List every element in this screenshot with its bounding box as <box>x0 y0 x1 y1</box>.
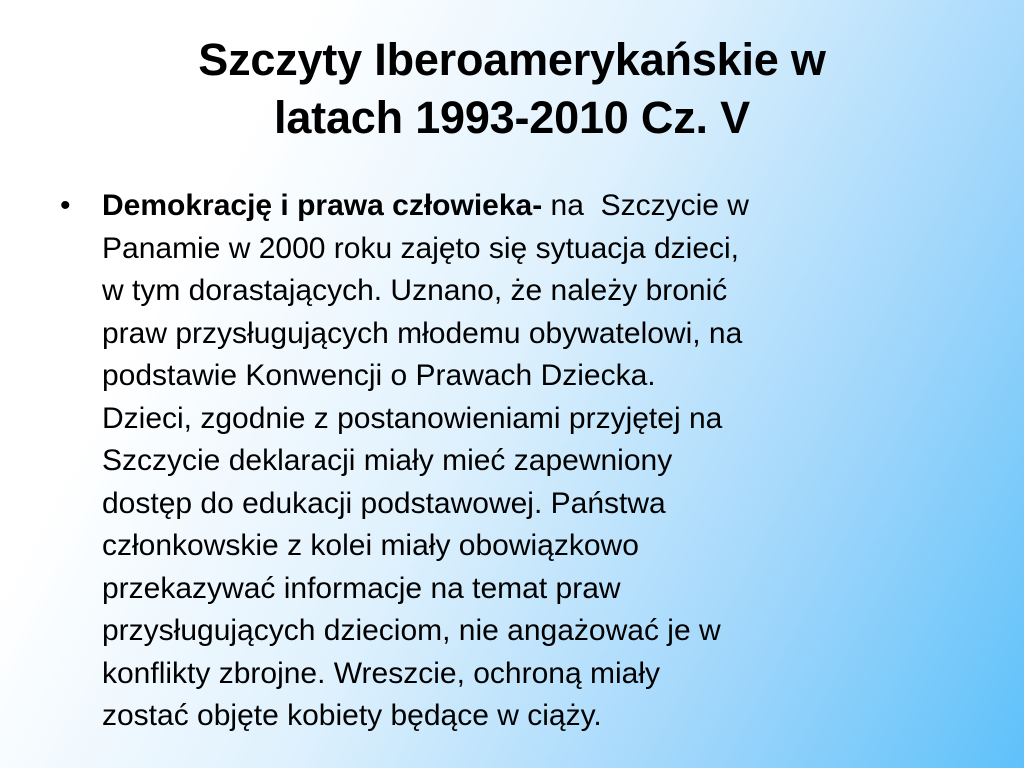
slide-title <box>40 31 984 147</box>
bullet-lead: Demokrację i prawa człowieka- <box>102 189 543 222</box>
bullet-line: praw przysługujących młodemu obywatelowi, na <box>102 316 743 350</box>
bullet-icon: • <box>60 189 71 222</box>
title-line-2: latach 1993-2010 Cz. V <box>274 92 750 143</box>
bullet-line: członkowskie z kolei miały obowiązkowo <box>102 529 639 562</box>
list-item <box>58 185 988 738</box>
bullet-line: przekazywać informacje na temat praw <box>102 571 621 605</box>
bullet-line: przysługujących dzieciom, nie angażować je w <box>102 614 721 647</box>
bullet-line: Szczycie deklaracji miały mieć zapewniony <box>102 444 673 477</box>
bullet-text <box>102 185 988 738</box>
bullet-line: Dzieci, zgodnie z postanowieniami przyjętej na <box>102 401 723 435</box>
bullet-list <box>58 185 988 738</box>
bullet-line: Panamie w 2000 roku zajęto się sytuacja dzieci, <box>102 231 740 265</box>
bullet-line: w tym dorastających. Uznano, że należy bronić <box>102 274 728 307</box>
bullet-line-1 <box>102 185 988 228</box>
bullet-line: zostać objęte kobiety będące w ciąży. <box>102 699 602 732</box>
bullet-line: dostęp do edukacji podstawowej. Państwa <box>102 486 666 520</box>
bullet-line-1-rest: na Szczycie w <box>542 189 749 222</box>
title-line-1: Szczyty Iberoamerykańskie w <box>198 34 826 85</box>
bullet-line: konflikty zbrojne. Wreszcie, ochroną miały <box>102 656 660 690</box>
bullet-line: podstawie Konwencji o Prawach Dziecka. <box>102 359 656 392</box>
